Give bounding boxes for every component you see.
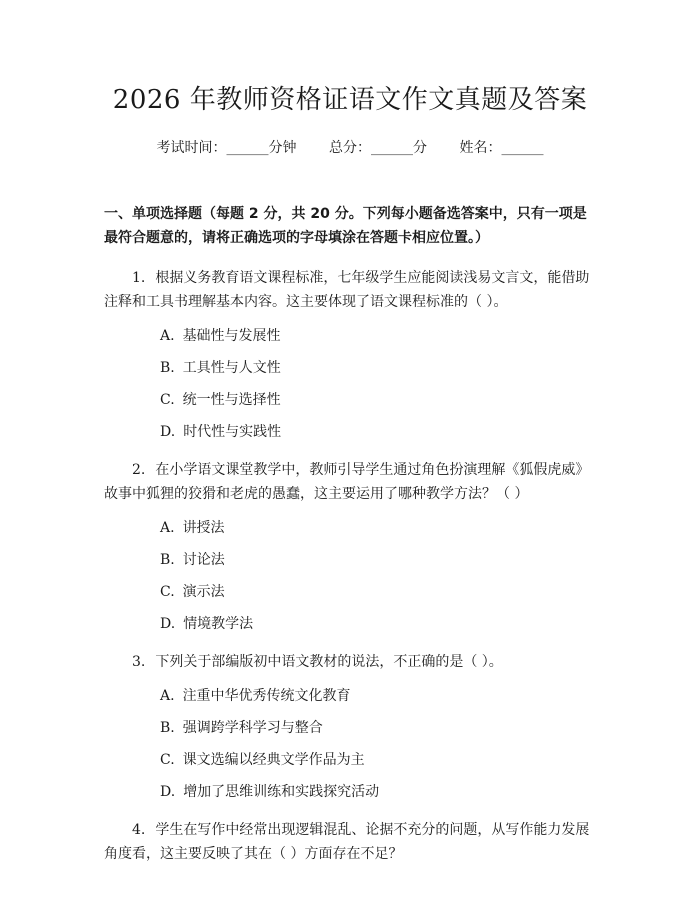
exam-time-field	[157, 138, 297, 158]
question-number: 2.	[132, 462, 146, 478]
question-number: 3.	[132, 654, 146, 670]
total-score-field	[329, 138, 427, 158]
exam-info-line	[104, 138, 596, 158]
option-letter: D.	[160, 784, 176, 800]
total-score-blank: ______	[371, 140, 413, 156]
question-number: 1.	[132, 270, 146, 286]
option-letter: C.	[160, 392, 175, 408]
option-letter: D.	[160, 616, 176, 632]
option-letter: B.	[160, 720, 175, 736]
option-text: 时代性与实践性	[183, 424, 282, 440]
question-text: 学生在写作中经常出现逻辑混乱、论据不充分的问题，从写作能力发展角度看，这主要反映了其在（ ）方面存在不足？	[104, 822, 590, 862]
option-text: 注重中华优秀传统文化教育	[182, 688, 351, 704]
option-b	[104, 550, 596, 570]
question-4	[104, 818, 596, 866]
option-d	[104, 422, 596, 442]
option-c	[104, 390, 596, 410]
option-a	[104, 686, 596, 706]
option-a	[104, 518, 596, 538]
option-text: 讲授法	[182, 520, 225, 536]
option-letter: B.	[160, 360, 175, 376]
option-text: 基础性与发展性	[182, 328, 281, 344]
option-text: 工具性与人文性	[182, 360, 281, 376]
option-a	[104, 326, 596, 346]
option-letter: B.	[160, 552, 175, 568]
option-c	[104, 750, 596, 770]
total-score-suffix: 分	[413, 140, 427, 156]
option-text: 强调跨学科学习与整合	[182, 720, 323, 736]
exam-time-blank: ______	[226, 140, 269, 156]
question-2-options	[104, 518, 596, 634]
name-label: 姓名：	[459, 140, 502, 156]
question-1	[104, 266, 596, 314]
option-text: 讨论法	[182, 552, 225, 568]
question-text: 根据义务教育语文课程标准，七年级学生应能阅读浅易文言文，能借助注释和工具书理解基本内容。这主要体现了语文课程标准的（ ）。	[104, 270, 590, 310]
question-2	[104, 458, 596, 506]
option-d	[104, 782, 596, 802]
option-text: 演示法	[182, 584, 225, 600]
option-letter: A.	[160, 688, 175, 704]
name-field	[459, 138, 543, 158]
option-letter: A.	[160, 520, 175, 536]
option-text: 情境教学法	[183, 616, 254, 632]
question-3	[104, 650, 596, 674]
question-text: 下列关于部编版初中语文教材的说法，不正确的是（ ）。	[155, 654, 503, 670]
question-3-options	[104, 686, 596, 802]
option-d	[104, 614, 596, 634]
name-blank: ______	[501, 140, 544, 156]
option-b	[104, 358, 596, 378]
question-number: 4.	[132, 822, 146, 838]
option-letter: A.	[160, 328, 175, 344]
section-heading: 一、单项选择题（每题 2 分，共 20 分。下列每小题备选答案中，只有一项是最符合题意的，请将正确选项的字母填涂在答题卡相应位置。）	[104, 206, 587, 246]
document-title: 2026 年教师资格证语文作文真题及答案	[112, 85, 588, 115]
option-text: 课文选编以经典文学作品为主	[182, 752, 365, 768]
question-1-options	[104, 326, 596, 442]
exam-time-suffix: 分钟	[268, 140, 297, 156]
option-text: 统一性与选择性	[182, 392, 281, 408]
option-letter: C.	[160, 584, 175, 600]
option-text: 增加了思维训练和实践探究活动	[183, 784, 380, 800]
exam-time-label: 考试时间：	[156, 140, 227, 156]
option-letter: C.	[160, 752, 175, 768]
option-b	[104, 718, 596, 738]
option-letter: D.	[160, 424, 176, 440]
question-text: 在小学语文课堂教学中，教师引导学生通过角色扮演理解《狐假虎威》故事中狐狸的狡猾和老虎的愚蠢，这主要运用了哪种教学方法？（ ）	[104, 462, 590, 502]
option-c	[104, 582, 596, 602]
total-score-label: 总分：	[329, 140, 371, 156]
